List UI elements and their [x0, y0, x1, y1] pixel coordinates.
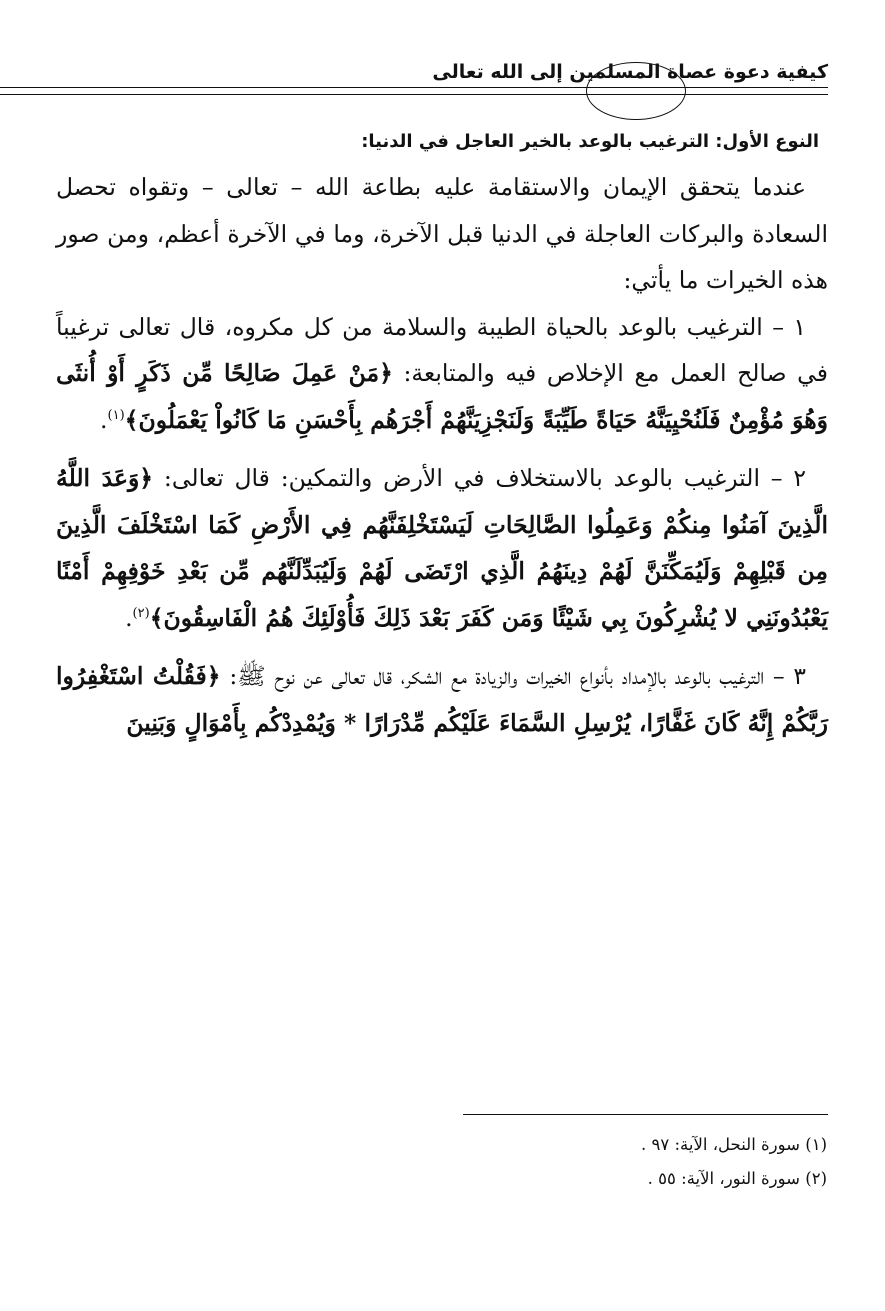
item-3-text: ٣ – الترغيب بالوعد بالإمداد بأنواع الخيرات والزيادة مع الشكر، قال تعالى عن نوح ﷺ:: [229, 662, 806, 690]
footnote-ref-1: (١): [107, 407, 125, 423]
item-2-text: ٢ – الترغيب بالوعد بالاستخلاف في الأرض والتمكين: قال تعالى:: [163, 464, 806, 492]
footnote-separator: [463, 1114, 828, 1115]
paragraph-item-2: ٢ – الترغيب بالوعد بالاستخلاف في الأرض والتمكين: قال تعالى: ﴿وَعَدَ اللَّهُ الَّذِينَ آمَنُوا مِنكُمْ وَعَمِلُوا الصَّالِحَاتِ لَيَسْتَخْلِفَنَّهُم فِي الأَرْضِ كَمَا اسْتَخْلَفَ الَّذِينَ مِن قَبْلِهِمْ وَلَيُمَكِّنَنَّ لَهُمْ دِينَهُمُ الَّذِي ارْتَضَى لَهُمْ وَلَيُبَدِّلَنَّهُم مِّن بَعْدِ خَوْفِهِمْ أَمْنًا يَعْبُدُونَنِي لا يُشْرِكُونَ بِي شَيْئًا وَمَن كَفَرَ بَعْدَ ذَلِكَ فَأُوْلَئِكَ هُمُ الْفَاسِقُونَ﴾$^{(٢)}$.: [56, 464, 828, 632]
paragraph-item-3: [56, 653, 828, 746]
item-1-text: ١ – الترغيب بالوعد بالحياة الطيبة والسلامة من كل مكروه، قال تعالى ترغيباً في صالح العمل مع الإخلاص فيه والمتابعة:: [56, 312, 828, 387]
footnote-ref-2: (٢): [132, 605, 150, 621]
footnote-2: (٢) سورة النور، الآية: ٥٥ .: [647, 1169, 827, 1188]
quran-verse-2: ﴿وَعَدَ اللَّهُ الَّذِينَ آمَنُوا مِنكُمْ وَعَمِلُوا الصَّالِحَاتِ لَيَسْتَخْلِفَنَّهُم فِي الأَرْضِ كَمَا اسْتَخْلَفَ الَّذِينَ مِن قَبْلِهِمْ وَلَيُمَكِّنَنَّ لَهُمْ دِينَهُمُ الَّذِي ارْتَضَى لَهُمْ وَلَيُبَدِّلَنَّهُم مِّن بَعْدِ خَوْفِهِمْ أَمْنًا يَعْبُدُونَنِي لا يُشْرِكُونَ بِي شَيْئًا وَمَن كَفَرَ بَعْدَ ذَلِكَ فَأُوْلَئِكَ هُمُ الْفَاسِقُونَ﴾: [56, 464, 828, 632]
footnote-1: (١) سورة النحل، الآية: ٩٧ .: [641, 1135, 827, 1154]
footnotes: [327, 1128, 827, 1196]
paragraph-item-1: ١ – الترغيب بالوعد بالحياة الطيبة والسلامة من كل مكروه، قال تعالى ترغيباً في صالح العمل مع الإخلاص فيه والمتابعة: ﴿مَنْ عَمِلَ صَالِحًا مِّن ذَكَرٍ أَوْ أُنثَى وَهُوَ مُؤْمِنٌ فَلَنُحْيِيَنَّهُ حَيَاةً طَيِّبَةً وَلَنَجْزِيَنَّهُمْ أَجْرَهُم بِأَحْسَنِ مَا كَانُواْ يَعْمَلُونَ﴾$^{(١)}$.: [56, 312, 828, 434]
quran-verse-1: ﴿مَنْ عَمِلَ صَالِحًا مِّن ذَكَرٍ أَوْ أُنثَى وَهُوَ مُؤْمِنٌ فَلَنُحْيِيَنَّهُ حَيَاةً طَيِّبَةً وَلَنَجْزِيَنَّهُمْ أَجْرَهُم بِأَحْسَنِ مَا كَانُواْ يَعْمَلُونَ﴾: [56, 359, 828, 434]
running-header-title: كيفية دعوة عصاة المسلمين إلى الله تعالى: [432, 61, 828, 83]
header-rule-bottom: [0, 94, 828, 95]
quran-verse-3: ﴿فَقُلْتُ اسْتَغْفِرُوا رَبَّكُمْ إِنَّهُ كَانَ غَفَّارًا، يُرْسِلِ السَّمَاءَ عَلَيْكُم مِّدْرَارًا * وَيُمْدِدْكُم بِأَمْوَالٍ وَبَنِينَ: [56, 662, 828, 737]
main-text: [56, 164, 828, 746]
paragraph-intro: عندما يتحقق الإيمان والاستقامة عليه بطاعة الله – تعالى – وتقواه تحصل السعادة والبركات العاجلة في الدنيا قبل الآخرة، وما في الآخرة أعظم، ومن صور هذه الخيرات ما يأتي:: [56, 173, 828, 294]
section-heading: النوع الأول: الترغيب بالوعد بالخير العاجل في الدنيا:: [361, 131, 819, 152]
header-rule-top: [0, 87, 828, 88]
